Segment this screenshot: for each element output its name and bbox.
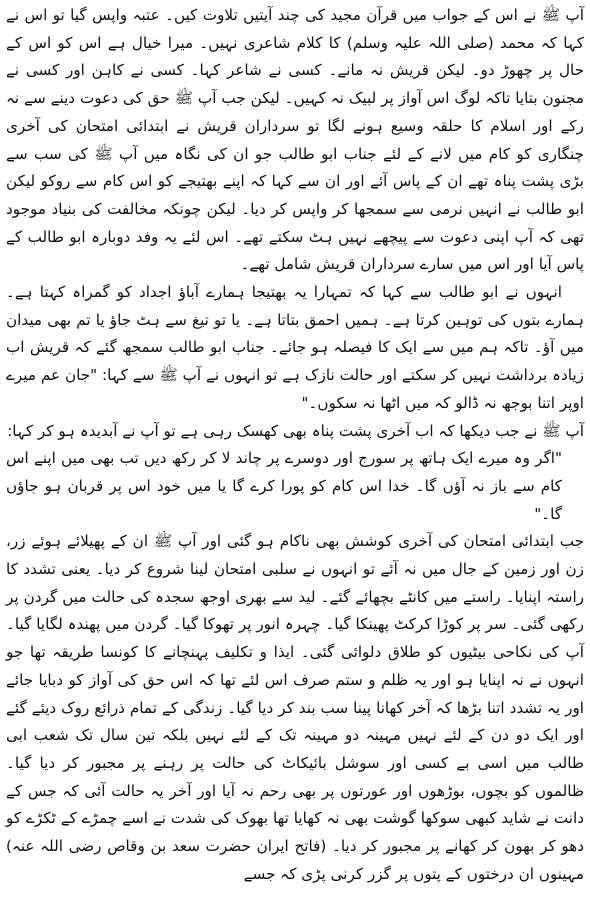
paragraph-abu-talib-delegation: آپ ﷺ نے اس کے جواب میں قرآن مجید کی چند آیتیں تلاوت کیں۔ عتبہ واپس گیا تو اس نے کہا کہ محمد (صلی اللہ علیہ وسلم) کا کلام شاعری نہیں۔ میرا خیال ہے اس کو اس کے حال پر چھوڑ دو۔ لیکن قریش نہ مانے۔ کسی نے شاعر کہا۔ کسی نے کاہن اور کسی نے مجنون بتایا تاکہ لوگ اس آواز پر لبیک نہ کہیں۔ لیکن جب آپ ﷺ حق کی دعوت دینے سے نہ رکے اور اسلام کا حلقہ وسیع ہونے لگا تو سرداران قریش نے ابتدائی امتحان کی آخری چنگاری کو کام میں لانے کے لئے جناب ابو طالب جو ان کی نگاہ میں آپ ﷺ کی سب سے بڑی پشت پناہ تھے ان کے پاس آئے اور ان سے کہا کہ اپنے بھتیجے کو اس کام سے روکو لیکن ابو طالب نے انہیں نرمی سے سمجھا کر واپس کر دیا۔ لیکن چونکہ مخالفت کی بنیاد موجود تھی کہ آپ اپنی دعوت سے پیچھے نہیں ہٹ سکتے تھے۔ اس لئے یہ وفد دوبارہ ابو طالب کے پاس آیا اور اس میں سارے سرداران قریش شامل تھے۔ <box>6 6 584 274</box>
quote-sun-and-moon: "اگر وہ میرے ایک ہاتھ پر سورج اور دوسرے پر چاند لا کر رکھ دیں تب بھی میں اپنے اس کام سے باز نہ آؤں گا۔ خدا اس کام کو پورا کرے گا یا میں خود اس پر قربان ہو جاؤں گا۔" <box>6 449 562 523</box>
paragraph-quraysh-demand: انہوں نے ابو طالب سے کہا کہ تمہارا یہ بھتیجا ہمارے آباؤ اجداد کو گمراہ کہتا ہے۔ ہمارے بتوں کی توہین کرتا ہے۔ ہمیں احمق بتاتا ہے۔ یا تو تیغ سے ہٹ جاؤ یا تم بھی میدان میں آؤ۔ تاکہ ہم میں سے ایک کا فیصلہ ہو جائے۔ جناب ابو طالب سمجھ گئے کہ قریش اب زیادہ برداشت نہیں کر سکتے اور حالت نازک ہے تو انہوں نے آپ ﷺ سے کہا: "جان عم میرے اوپر اتنا بوجھ نہ ڈالو کہ میں اٹھا نہ سکوں۔" <box>6 283 584 412</box>
paragraph-persecution: جب ابتدائی امتحان کی آخری کوشش بھی ناکام ہو گئی اور آپ ﷺ ان کے پھیلائے ہوئے زر، زن اور زمین کے جال میں نہ آئے تو انہوں نے سلبی امتحان لینا شروع کر دیا۔ یعنی تشدد کا راستہ اپنایا۔ راستے میں کانٹے بچھائے گئے۔ لید سے بھری اوجھ سجدہ کی حالت میں گردن پر رکھی گئی۔ سر پر کوڑا کرکٹ پھینکا گیا۔ چہرہ انور پر تھوکا گیا۔ گردن میں پھندہ لگایا گیا۔ آپ کی نکاحی بیٹیوں کو طلاق دلوائی گئی۔ ایذا و تکلیف پہنچانے کا کونسا طریقہ تھا جو انہوں نے نہ اپنایا ہو اور یہ ظلم و ستم صرف اس لئے تھا کہ اس حق کی آواز کو دبایا جائے اور یہ تشدد اتنا بڑھا کہ آخر کھانا پینا سب بند کر دیا گیا۔ زندگی کے تمام ذرائع روک دیئے گئے اور ایک دو دن کے لئے نہیں مہینہ دو مہینہ تک کے لئے نہیں بلکہ تین سال تک شعب ابی طالب میں اسی بے کسی اور سوشل بائیکاٹ کی حالت پر رہنے پر مجبور کر دیا گیا۔ ظالموں کو بچوں، بوڑھوں اور عورتوں پر بھی رحم نہ آیا اور آخر یہ حالت آئی کہ جس کے دانت نے شاید کبھی سوکھا گوشت بھی نہ کھایا تھا بھوک کی شدت نے اسے چمڑے کے ٹکڑے کو دھو کر بھون کر کھانے پر مجبور کر دیا۔ (فاتح ایران حضرت سعد بن وقاص رضی اللہ عنہ) مہینوں ان درختوں کے پتوں پر گزر کرنی پڑی کہ جسے <box>6 532 584 883</box>
paragraph-prophet-reply-intro: آپ ﷺ نے جب دیکھا کہ اب آخری پشت پناہ بھی کھسک رہی ہے تو آپ نے آبدیدہ ہو کر کہا: <box>7 421 584 440</box>
